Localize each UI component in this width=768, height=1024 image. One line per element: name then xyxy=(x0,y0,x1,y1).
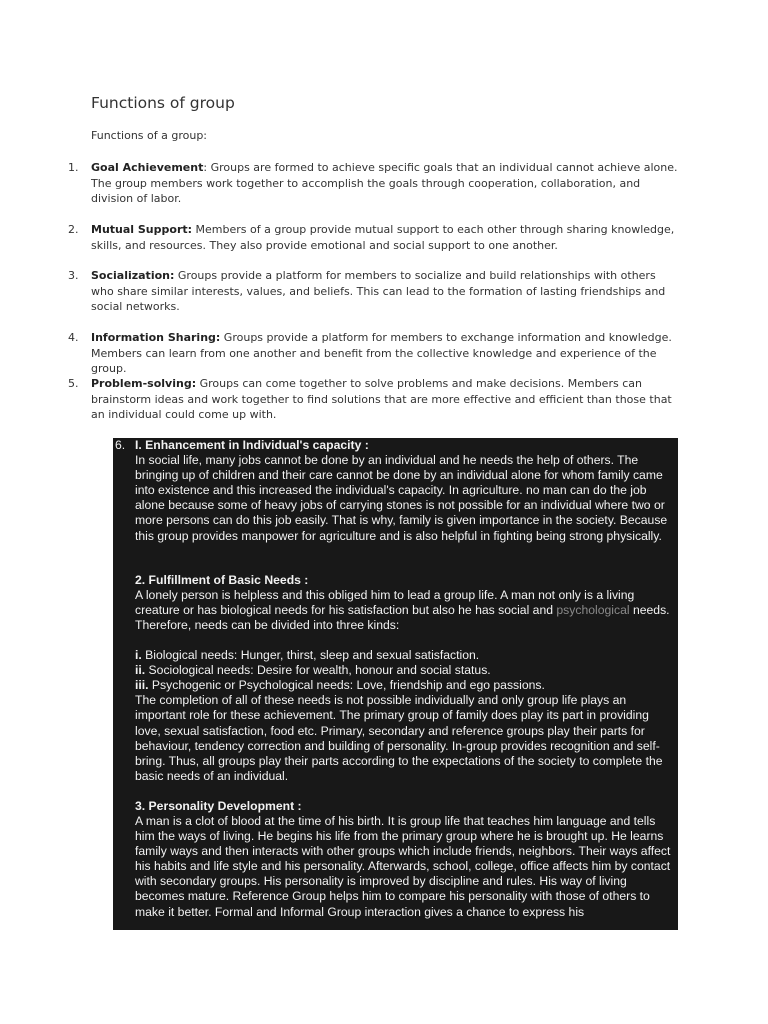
list-item-text xyxy=(91,330,681,377)
item-label: Problem-solving: xyxy=(91,377,197,390)
section-heading: I. Enhancement in Individual's capacity : xyxy=(135,438,369,452)
item-body: Groups are formed to achieve specific goals that an individual cannot achieve alone. The group members work together to accomplish the goals through cooperation, collaboration, and division of labor. xyxy=(91,161,678,206)
need-marker: ii. xyxy=(135,663,146,678)
list-item-text xyxy=(91,222,681,253)
page-title: Functions of group xyxy=(91,94,235,112)
section-body: A man is a clot of blood at the time of his birth. It is group life that teaches him language and tells him the ways of living. He begins his life from the primary group where he is brought up. He learns family ways and then interacts with other groups which include friends, neighbors. Their ways affect his habits and life style and his personality. Afterwards, school, college, office affects him by contact with secondary groups. His personality is improved by discipline and rules. His way of living becomes mature. Reference Group helps him to compare his personality with those of others to make it better. Formal and Informal Group interaction gives a chance to express his xyxy=(135,813,671,919)
list-number: 4. xyxy=(68,331,79,344)
section-body-part: needs. Therefore, needs can be divided into three kinds: xyxy=(135,602,670,632)
item-body: Members of a group provide mutual support to each other through sharing knowledge, skills, and resources. They also provide emotional and social support to one another. xyxy=(91,223,675,252)
section-body xyxy=(135,588,677,633)
dark-box-content xyxy=(135,438,677,920)
list-item-text xyxy=(91,376,681,423)
need-item xyxy=(135,663,677,678)
need-item xyxy=(135,678,677,693)
item-label: Goal Achievement xyxy=(91,161,204,174)
section-heading: 2. Fulfillment of Basic Needs : xyxy=(135,572,309,587)
list-number: 6. xyxy=(115,438,126,452)
psychological-link[interactable]: psychological xyxy=(556,602,630,617)
dark-content-box xyxy=(113,438,678,930)
section-heading: 3. Personality Development : xyxy=(135,798,302,813)
item-separator: : xyxy=(203,161,208,174)
list-number: 3. xyxy=(68,269,79,282)
list-item-text xyxy=(91,160,681,207)
need-text: Sociological needs: Desire for wealth, honour and social status. xyxy=(145,663,491,678)
item-body: Groups provide a platform for members to socialize and build relationships with others who share similar interests, values, and beliefs. This can lead to the formation of lasting friendships and social networks. xyxy=(91,269,666,314)
list-item-text xyxy=(91,268,681,315)
section-body: The completion of all of these needs is not possible individually and only group life plays an important role for these achievement. The primary group of family does play its part in providing love, sexual satisfaction, food etc. Primary, secondary and reference groups play their parts for behaviour, tendency correction and building of personality. In-group provides recognition and self-bring. Thus, all groups play their parts according to the expectations of the society to complete the basic needs of an individual. xyxy=(135,693,663,783)
need-text: Biological needs: Hunger, thirst, sleep and sexual satisfaction. xyxy=(141,648,480,663)
item-label: Socialization: xyxy=(91,269,175,282)
item-label: Information Sharing: xyxy=(91,331,221,344)
need-text: Psychogenic or Psychological needs: Love, friendship and ego passions. xyxy=(148,678,545,693)
item-label: Mutual Support: xyxy=(91,223,193,236)
need-marker: iii. xyxy=(135,678,149,693)
section-body: In social life, many jobs cannot be done by an individual and he needs the help of others. The bringing up of children and their care cannot be done by an individual alone for whom family came into existence and this increased the individual's capacity. In agriculture. no man can do the job alone because some of heavy jobs of carrying stones is not possible for an individual where two or more persons can do this job easily. That is why, family is given importance in the society. Because this group provides manpower for agriculture and is also helpful in fighting being strong physically. xyxy=(135,453,668,543)
need-marker: i. xyxy=(135,648,142,663)
section-body-part: A lonely person is helpless and this obliged him to lead a group life. A man not only is a living creature or has biological needs for his satisfaction but also he has social and xyxy=(135,587,635,617)
list-number: 1. xyxy=(68,161,79,174)
item-body: Groups can come together to solve problems and make decisions. Members can brainstorm ideas and work together to find solutions that are more effective and efficient than those that an individual could come up with. xyxy=(91,377,672,422)
intro-text: Functions of a group: xyxy=(91,129,208,142)
item-body: Groups provide a platform for members to exchange information and knowledge. Members can learn from one another and benefit from the collective knowledge and experience of the group. xyxy=(91,331,672,376)
need-item xyxy=(135,648,677,663)
list-number: 2. xyxy=(68,223,79,236)
list-number: 5. xyxy=(68,377,79,390)
